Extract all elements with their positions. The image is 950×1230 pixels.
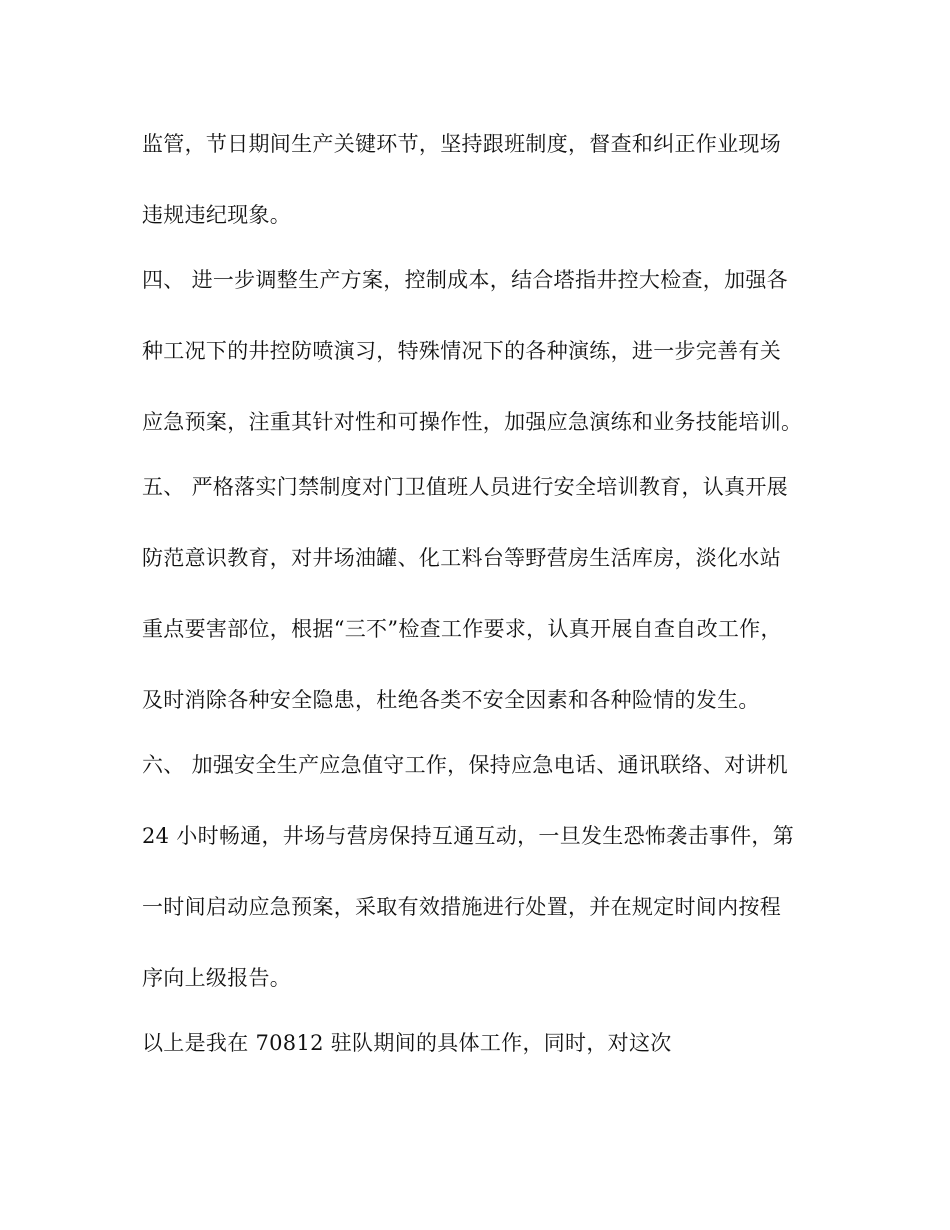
- text-line: 序向上级报告。: [142, 966, 292, 990]
- closing-line: 以上是我在 70812 驻队期间的具体工作，同时，对这次: [142, 1031, 672, 1055]
- text-line: 种工况下的井控防喷演习，特殊情况下的各种演练，进一步完善有关: [142, 339, 781, 363]
- text-line: 应急预案，注重其针对性和可操作性，加强应急演练和业务技能培训。: [142, 410, 803, 434]
- text-line: 违规违纪现象。: [142, 203, 292, 227]
- text-line: 及时消除各种安全隐患，杜绝各类不安全因素和各种险情的发生。: [142, 688, 760, 712]
- text-line: 防范意识教育，对井场油罐、化工料台等野营房生活库房，淡化水站: [142, 546, 781, 570]
- text-line: 24 小时畅通，井场与营房保持互通互动，一旦发生恐怖袭击事件，第: [142, 824, 794, 848]
- section-five-heading-line: 五、 严格落实门禁制度对门卫值班人员进行安全培训教育，认真开展: [142, 475, 788, 499]
- text-line: 重点要害部位，根据“三不”检查工作要求，认真开展自查自改工作，: [142, 617, 782, 641]
- text-line: 监管，节日期间生产关键环节，坚持跟班制度，督查和纠正作业现场: [142, 132, 781, 156]
- section-six-heading-line: 六、 加强安全生产应急值守工作，保持应急电话、通讯联络、对讲机: [142, 753, 788, 777]
- section-four-heading-line: 四、 进一步调整生产方案，控制成本，结合塔指井控大检查，加强各: [142, 268, 788, 292]
- text-line: 一时间启动应急预案，采取有效措施进行处置，并在规定时间内按程: [142, 895, 781, 919]
